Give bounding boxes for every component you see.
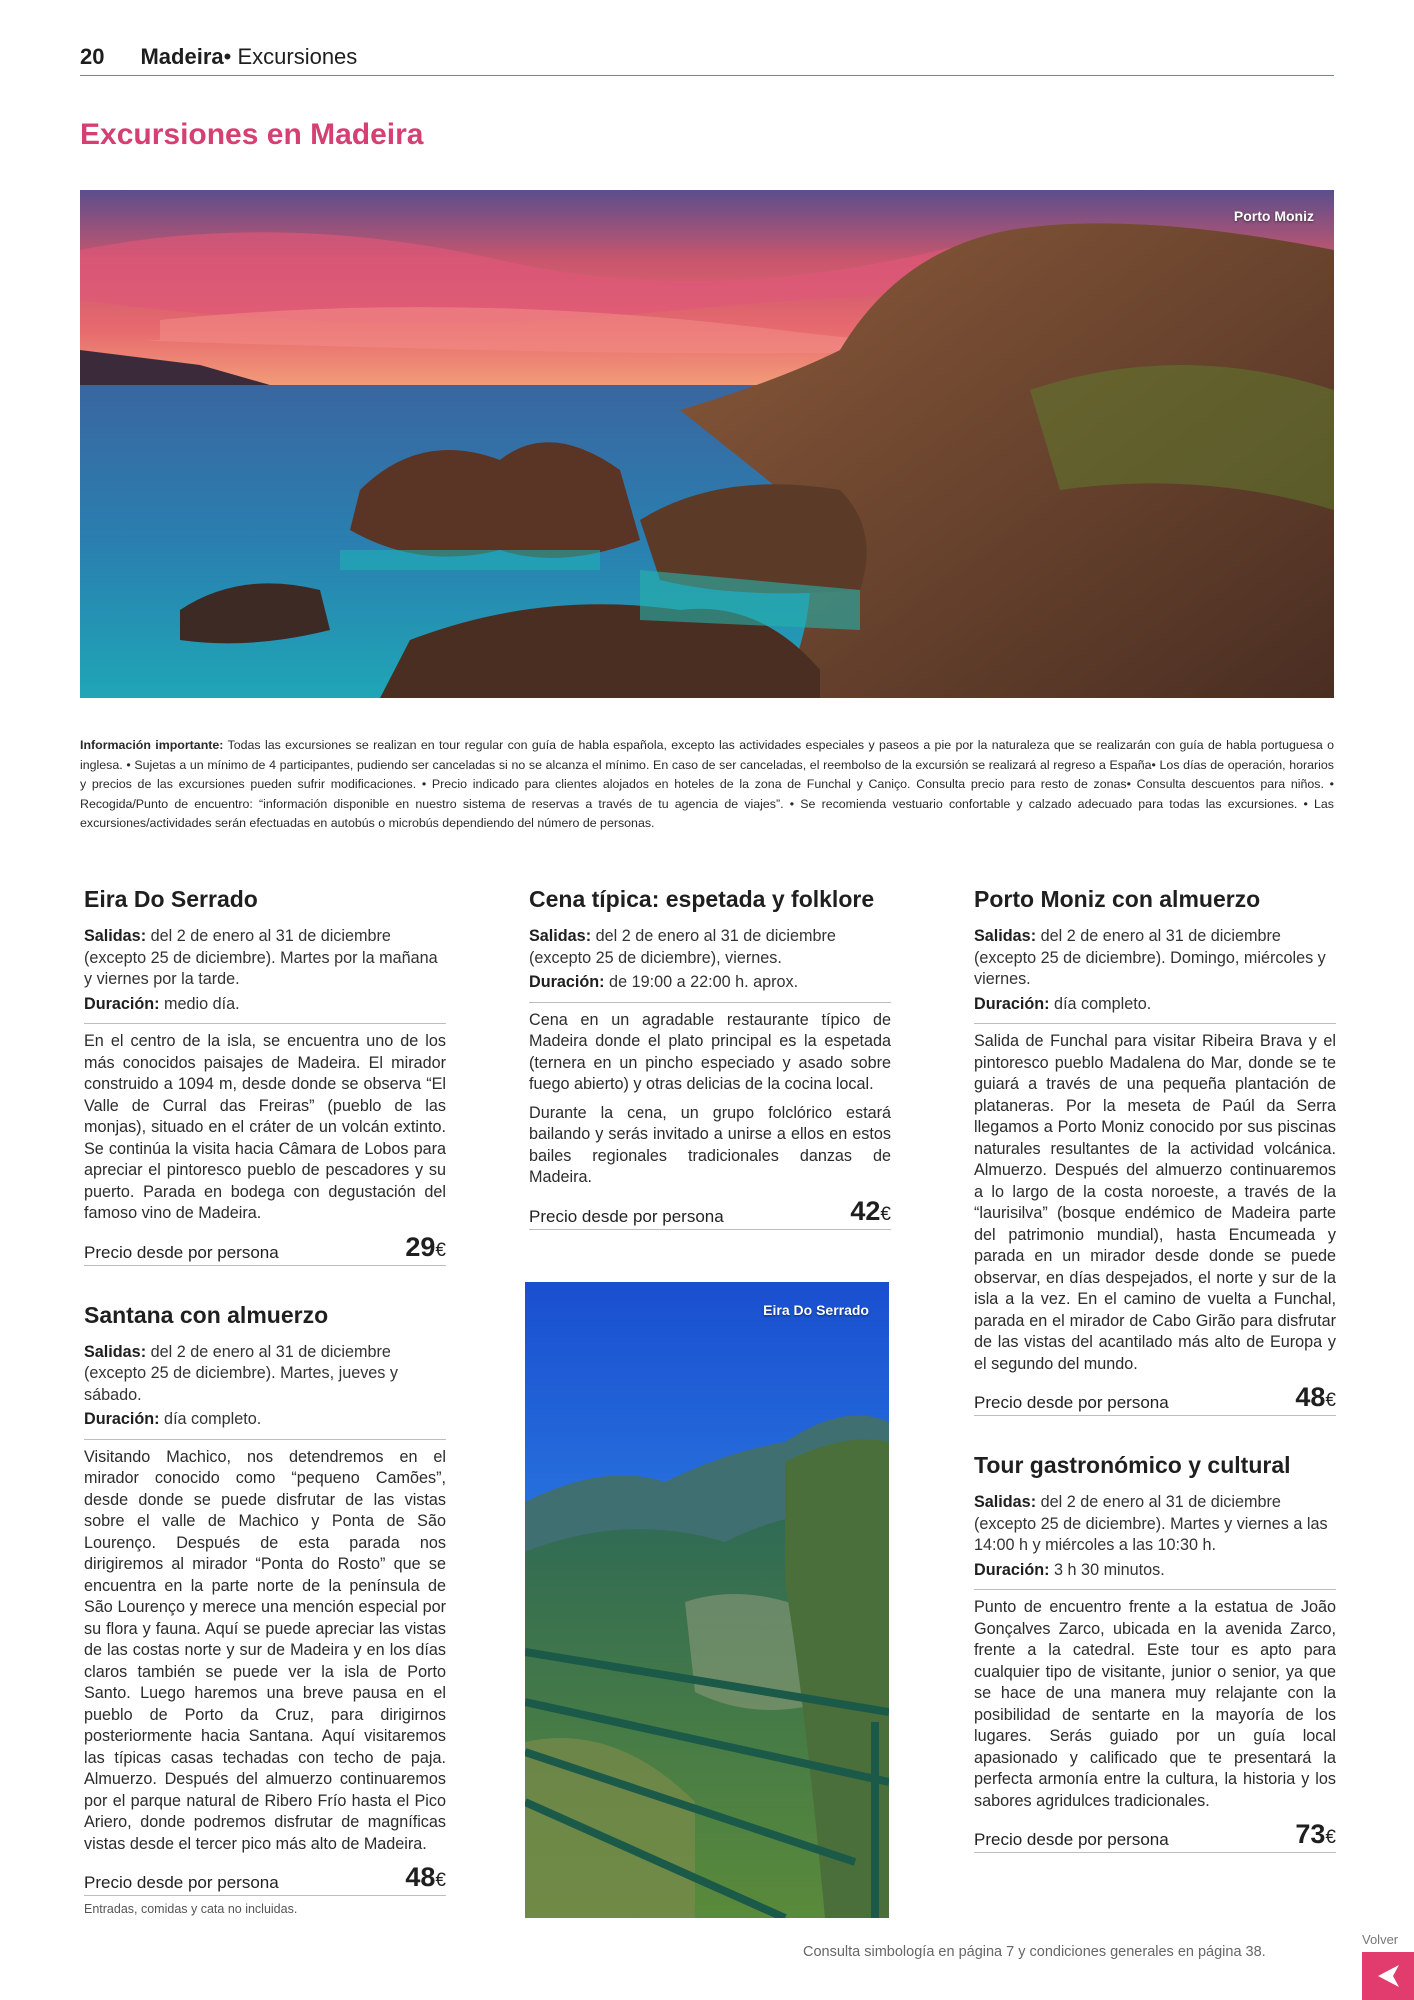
page-title: Excursiones en Madeira	[80, 118, 424, 151]
back-label: Volver	[1362, 1932, 1399, 1947]
page-number: 20	[80, 44, 105, 69]
excursion-meta: Salidas: del 2 de enero al 31 de diciembre (excepto 25 de diciembre). Martes, jueves y sábado. Duración: día completo.	[84, 1342, 446, 1440]
excursion-meta: Salidas: del 2 de enero al 31 de diciembre (excepto 25 de diciembre). Martes por la mañana y viernes por la tarde. Duración: medio día.	[84, 926, 446, 1024]
price-row	[974, 1382, 1336, 1416]
hero-photo-caption: Porto Moniz	[1233, 208, 1314, 224]
hero-photo-porto-moniz	[80, 190, 1334, 698]
important-info: Información importante: Todas las excursiones se realizan en tour regular con guía de habla española, excepto las actividades especiales y paseos a pie por la naturaleza que se realizarán con guía de habla portuguesa o inglesa. • Sujetas a un mínimo de 4 participantes, pudiendo ser canceladas si no se alcanza el mínimo. En caso de ser canceladas, el reembolso de la excursión se realizará al regreso a España• Los días de operación, horarios y precios de las excursiones pueden sufrir modificaciones. • Precio indicado para clientes alojados en hoteles de la zona de Funchal y Caniço. Consulta precio para resto de zonas• Consulta descuentos para niños. • Recogida/Punto de encuentro: “información disponible en nuestro sistema de reservas a través de tu agencia de viajes”. • Se recomienda vestuario confortable y calzado adecuado para todas las excursiones. • Las excursiones/actividades serán efectuadas en autobús o microbús dependiendo del número de personas.	[80, 738, 1335, 830]
page-header	[80, 44, 1334, 76]
column-3	[974, 884, 1336, 1887]
arrow-left-icon	[1375, 1963, 1401, 1989]
price-label: Precio desde por persona	[84, 1242, 279, 1262]
excursion-description: Salida de Funchal para visitar Ribeira Brava y el pintoresco pueblo Madalena do Mar, donde se te guiará a través de una pequeña plantación de plataneras. Por la meseta de Paúl da Serra llegamos a Porto Moniz conocido por sus piscinas naturales resultantes de la actividad volcánica. Almuerzo. Después del almuerzo continuaremos a lo largo de la costa noroeste, a través de la “laurisilva” (bosque endémico de Madeira parte del patrimonio mundial), hasta Encumeada y parada en un mirador desde donde se puede observar, en días despejados, el norte y sur de la isla a la vez. En el camino de vuelta a Funchal, parada en el mirador de Cabo Girão para disfrutar de las vistas del acantilado más alto de Europa y el segundo del mundo.	[974, 1032, 1336, 1373]
back-arrow-button[interactable]	[1362, 1952, 1414, 2000]
excursion-porto-moniz	[974, 884, 1336, 1416]
price-value: 48€	[405, 1862, 446, 1892]
price-label: Precio desde por persona	[974, 1830, 1169, 1849]
excursion-meta: Salidas: del 2 de enero al 31 de diciembre (excepto 25 de diciembre), viernes. Duración: de 19:00 a 22:00 h. aprox.	[529, 926, 891, 1003]
price-value: 42€	[850, 1195, 891, 1226]
excursion-description: Cena en un agradable restaurante típico de Madeira donde el plato principal es la espetada (ternera en un pincho especiado y asado sobre fuego abierto) y otras delicias de la cocina local. Durante la cena, un grupo folclórico estará bailando y serás invitado a unirse a ellos en estos bailes regionales tradicionales danzas de Madeira.	[529, 1010, 891, 1186]
excursion-title: Cena típica: espetada y folklore	[529, 886, 875, 912]
excursion-title: Eira Do Serrado	[84, 886, 258, 912]
excursion-footnote: Entradas, comidas y cata no incluidas.	[84, 1902, 298, 1916]
hero-photo-illustration	[80, 190, 1334, 698]
price-row	[529, 1196, 891, 1230]
column-1	[84, 884, 446, 1950]
price-row	[84, 1862, 446, 1896]
excursion-description: En el centro de la isla, se encuentra uno de los más conocidos paisajes de Madeira. El mirador construido a 1094 m, desde donde se observa “El Valle de Curral das Freiras” (pueblo de las monjas), situado en el cráter de un volcán extinto. Se continúa la visita hacia Câmara de Lobos para apreciar el pintoresco pueblo de pescadores y su puerto. Parada en bodega con degustación del famoso vino de Madeira.	[84, 1032, 446, 1222]
photo-eira-do-serrado	[525, 1282, 889, 1918]
back-button[interactable]	[1360, 1932, 1414, 2000]
footer-note: Consulta simbología en página 7 y condiciones generales en página 38.	[803, 1944, 1266, 1960]
eira-do-serrado-illustration	[525, 1282, 889, 1918]
excursion-meta: Salidas: del 2 de enero al 31 de diciembre (excepto 25 de diciembre). Domingo, miércoles y viernes. Duración: día completo.	[974, 926, 1336, 1024]
price-label: Precio desde por persona	[974, 1393, 1169, 1412]
price-value: 73€	[1295, 1819, 1336, 1849]
price-value: 48€	[1295, 1382, 1336, 1412]
column-2	[529, 884, 891, 1264]
excursion-title: Porto Moniz con almuerzo	[974, 886, 1261, 912]
excursion-eira-do-serrado	[84, 884, 446, 1266]
excursion-meta: Salidas: del 2 de enero al 31 de diciembre (excepto 25 de diciembre). Martes y viernes a las 14:00 h y miércoles a las 10:30 h. Duración: 3 h 30 minutos.	[974, 1492, 1336, 1590]
section-title: Madeira• Excursiones	[140, 44, 358, 69]
excursion-title: Tour gastronómico y cultural	[974, 1452, 1291, 1478]
excursion-santana	[84, 1300, 446, 1917]
excursion-title: Santana con almuerzo	[84, 1301, 329, 1328]
price-row	[84, 1232, 446, 1266]
price-label: Precio desde por persona	[529, 1206, 724, 1226]
excursion-tour-gastronomico	[974, 1450, 1336, 1853]
excursion-cena-tipica	[529, 884, 891, 1230]
price-row	[974, 1819, 1336, 1853]
price-label: Precio desde por persona	[84, 1873, 279, 1892]
excursion-description: Visitando Machico, nos detendremos en el mirador conocido como “pequeno Camões”, desde donde se puede disfrutar de las vistas sobre el valle de Machico y Ponta de São Lourenço. Después de esta parada nos dirigiremos al mirador “Ponta do Rosto” que se encuentra en la parte norte de la península de São Lourenço y merece una mención especial por su flora y fauna. Aquí se puede apreciar las vistas de las costas norte y sur de Madeira y en los días claros también se puede ver la isla de Porto Santo. Luego haremos una breve pausa en el pueblo de Porto da Cruz, para dirigirnos posteriormente hacia Santana. Aquí visitaremos las típicas casas techadas con techo de paja. Almuerzo. Después del almuerzo continuaremos por el parque natural de Ribero Frío hasta el Pico Ariero, donde podremos disfrutar de magníficas vistas desde el tercer pico más alto de Madeira.	[84, 1447, 446, 1853]
photo-caption: Eira Do Serrado	[763, 1302, 869, 1318]
price-value: 29€	[405, 1231, 446, 1262]
excursion-description: Punto de encuentro frente a la estatua de João Gonçalves Zarco, ubicada en la avenida Zarco, frente a la catedral. Este tour es apto para cualquier tipo de visitante, junior o senior, ya que se hace de una manera muy relajante con la posibilidad de sentarte en la mayoría de los lugares. Serás guiado por un guía local apasionado y calificado que te presentará la perfecta armonía entre la cultura, la historia y los sabores agridulces tradicionales.	[974, 1598, 1336, 1810]
